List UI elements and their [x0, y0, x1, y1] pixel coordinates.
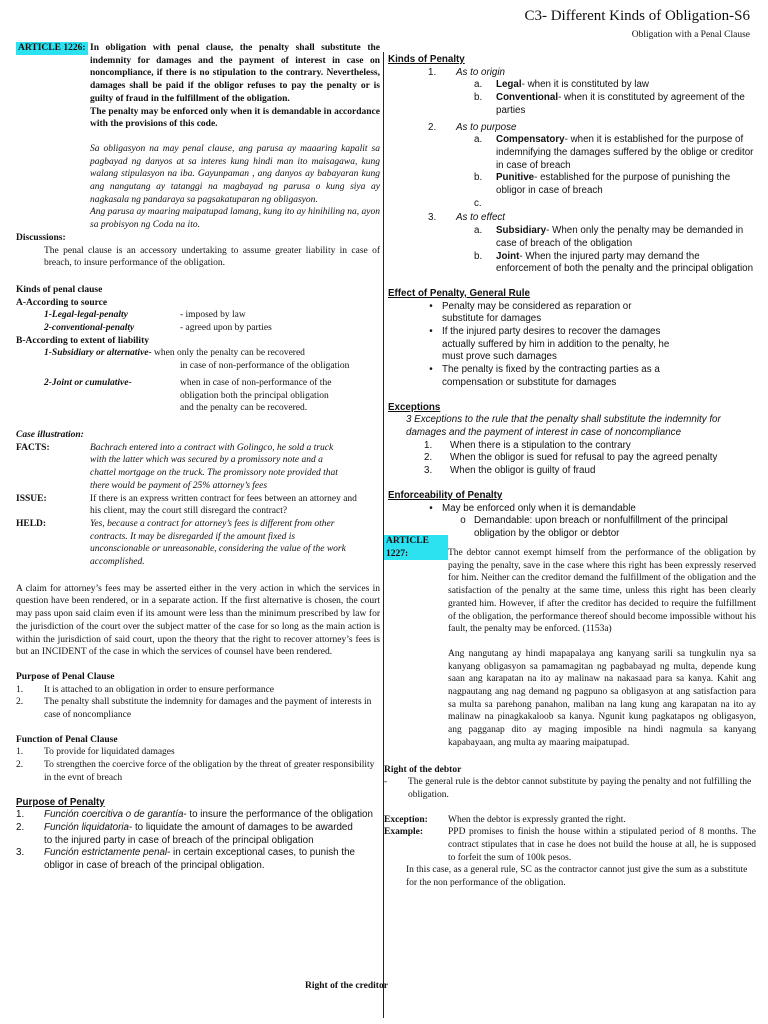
list-letter: a.: [474, 225, 483, 237]
list-number: 1.: [16, 809, 25, 821]
effect-a-term: Subsidiary: [496, 225, 547, 237]
exception-item: [388, 465, 756, 478]
kinds-b2-desc-1: when in case of non-performance of the: [180, 377, 332, 388]
effect-b: [388, 251, 756, 276]
exception-item: [388, 452, 756, 465]
exception-item: [388, 440, 756, 453]
facts-text: Bachrach entered into a contract with Golingco, he sold a truck with the latter which was secured by a promissory note and a chattel mortgage on the truck. The promissory note provided that there would be payment of 25% attorney’s fees: [90, 442, 338, 491]
case-issue: [16, 493, 380, 518]
effect-rule-item: [388, 301, 756, 326]
example-row: [384, 826, 756, 864]
article-1227-text: The debtor cannot exempt himself from the performance of the obligation by paying the penalty, save in the case where this right has been expressly reserved for him. Neither can the creditor demand the fulfillment of the obligation and the satisfaction of the penalty at the same time, unless this right has been clearly granted him. However, if after the creditor has decided to require the fulfillment of the obligation, the performance thereof should become impossible without his fault, the penalty may be enforced. (1153a): [448, 548, 756, 635]
dash-bullet: -: [384, 777, 388, 788]
case-held: [16, 518, 380, 569]
case-facts: [16, 442, 380, 493]
function-item: [16, 759, 380, 784]
kinds-b1-desc-1: when only the penalty can be recovered: [154, 348, 305, 359]
origin-heading: [388, 67, 756, 80]
purpose-item-text: It is attached to an obligation in order to ensure performance: [44, 684, 275, 695]
effect-rule-item: [388, 364, 756, 389]
list-letter: b.: [474, 250, 483, 262]
article-1226-filipino-2: Ang parusa ay maaring maipatupad lamang, kung ito ay hinihiling na, ayon sa probisyon ng Coda na ito.: [90, 207, 381, 231]
exception-text: When the obligor is guilty of fraud: [450, 465, 596, 477]
origin-b: [388, 92, 756, 117]
effect-rule-text: The penalty is fixed by the contracting parties as a compensation or substitute for damages: [442, 364, 660, 388]
kinds-penalty-title: Kinds of Penalty: [388, 54, 465, 65]
effect-b-desc: - When the injured party may demand the enforcement of both the penalty and the principal obligation: [496, 250, 754, 275]
kinds-b2-desc-2: obligation both the principal obligation: [180, 390, 329, 401]
pp3-term: Función estrictamente penal: [44, 847, 168, 859]
example-note: In this case, as a general rule, SC as the contractor cannot just give the sum as a substitute for the non performance of the obligation.: [406, 865, 748, 889]
kinds-a2: [16, 322, 380, 335]
discussions-label: Discussions:: [16, 232, 66, 243]
article-1227-filipino: Ang nangutang ay hindi mapapalaya ang kanyang sarili sa tungkulin nya sa kanyang obligasyon sa pamamagitan ng pagbabayad ng multa, depende kung saan ang karapatan na ito ay malinaw na nakasaad para sa kanya. Kahit ang nagpautang ang nag demand ng pagpuno sa obligasyon at ang satisfaction para sa multa sa parehong panahon, maliban na lang kung ang karapatan na ito ay malinaw na pinagkakaloob sa kanya. Ngunit kung pagkatapos ng obligasyon, ang pagganap dito ay maging imposible na hindi nagmula sa kanyang kapabayaan, ang multa ay maaring maipatupad.: [448, 648, 756, 748]
purpose-heading: [388, 122, 756, 135]
page-title: C3- Different Kinds of Obligation-S6: [524, 8, 750, 24]
exception-desc: When the debtor is expressly granted the right.: [448, 814, 626, 825]
circle-bullet-icon: o: [460, 515, 466, 527]
kinds-b-heading: B-According to extent of liability: [16, 335, 149, 346]
article-1226-filipino-1: Sa obligasyon na may penal clause, ang parusa ay maaaring kapalit sa pagbayad ng danyos at sa interes kung hindi man ito maisagawa, kung walang stipulasyon na iba. Gayunpaman , ang danyos ay babayaran kung ang nangutang ay tatanggi na magbayad ng parusa o kung siya ay nagkasala ng pandaraya sa pagsakatuparan ng obligasyon.: [90, 143, 380, 205]
article-1226-block: [16, 42, 380, 232]
pp1-term: Función coercitiva o de garantía: [44, 809, 184, 821]
purpose-a-desc: - when it is established for the purpose of indemnifying the damages suffered by the oblige or creditor in case of breach: [496, 134, 754, 171]
purpose-penal-clause-title: Purpose of Penal Clause: [16, 671, 115, 682]
origin-title: As to origin: [456, 66, 506, 78]
bullet-icon: •: [429, 364, 433, 376]
enforceability-title: Enforceability of Penalty: [388, 489, 503, 501]
article-1226-text-1: In obligation with penal clause, the penalty shall substitute the indemnity for damages and the payment of interest in case on noncompliance, if there is no stipulation to the contrary. Nevertheless, damages shall be paid if the obligor refuses to pay the penalty or is guilty of fraud in the fulfillment of the obligation.: [90, 43, 380, 104]
purpose-item: [16, 696, 380, 721]
list-number: 3.: [424, 465, 433, 477]
facts-label: FACTS:: [16, 442, 50, 453]
kinds-a2-term: 2-conventional-penalty: [44, 323, 135, 334]
list-number: 3.: [16, 847, 25, 859]
list-number: 1.: [16, 747, 24, 758]
right-column: [388, 54, 756, 541]
debtor-rule-text: The general rule is the debtor cannot substitute by paying the penalty and not fulfilling the obligation.: [408, 777, 752, 800]
kinds-b2: [16, 377, 380, 415]
list-letter: b.: [474, 92, 483, 104]
right-column-lower: [384, 535, 756, 890]
purpose-b-desc: - established for the purpose of punishing the obligor in case of breach: [496, 172, 731, 197]
exception-text: When there is a stipulation to the contrary: [450, 439, 631, 451]
list-number: 2.: [16, 821, 25, 833]
pp3-desc: - in certain exceptional cases, to punish the obligor in case of breach of the principal obligation.: [44, 847, 355, 872]
list-number: 1.: [16, 684, 24, 695]
effect-b-term: Joint: [496, 250, 520, 262]
article-1226-text-2: The penalty may be enforced only when it is demandable in accordance with the provisions of this code.: [90, 106, 380, 130]
kinds-b2-term: 2-Joint or cumulative-: [44, 377, 132, 388]
kinds-a1-term: 1-Legal-legal-penalty: [44, 310, 128, 321]
case-illustration-title: Case illustration:: [16, 429, 84, 440]
enforce-item: [388, 503, 756, 516]
list-number: 3.: [428, 212, 437, 224]
bullet-icon: •: [429, 326, 433, 338]
purpose-penalty-item: [16, 847, 380, 872]
bullet-icon: •: [429, 502, 433, 514]
example-label: Example:: [384, 827, 424, 838]
kinds-b1-desc-2: in case of non-performance of the obligation: [180, 361, 350, 372]
origin-b-term: Conventional: [496, 92, 559, 104]
example-desc: PPD promises to finish the house within a stipulated period of 8 months. The contract stipulates that in case he does not build the house at all, he is supposed to forfeit the sum of 100k pesos.: [448, 827, 756, 863]
function-item-text: To strengthen the coercive force of the obligation by the threat of greater responsibility in the evnt of breach: [44, 760, 375, 783]
list-number: 2.: [16, 760, 24, 771]
list-number: 2.: [428, 121, 437, 133]
purpose-item-text: The penalty shall substitute the indemnity for damages and the payment of interests in case of noncompliance: [44, 697, 372, 721]
list-number: 1.: [428, 66, 437, 78]
purpose-b: [388, 172, 756, 197]
kinds-penal-clause-title: Kinds of penal clause: [16, 284, 103, 295]
effect-a: [388, 225, 756, 250]
list-letter: b.: [474, 172, 483, 184]
issue-label: ISSUE:: [16, 493, 47, 504]
effect-rule-title: Effect of Penalty, General Rule: [388, 287, 530, 299]
discussions-text: The penal clause is an accessory undertaking to assume greater liability in case of breach, to insure performance of the obligation.: [44, 245, 380, 269]
list-number: 2.: [424, 452, 433, 464]
article-1227-block: [384, 535, 756, 750]
purpose-a-term: Compensatory: [496, 134, 565, 146]
pp2-term: Función liquidatoria: [44, 821, 129, 833]
origin-a-term: Legal: [496, 79, 522, 91]
exception-text: When the obligor is sued for refusal to pay the agreed penalty: [450, 452, 718, 464]
article-1227-label: ARTICLE 1227:: [384, 535, 448, 560]
kinds-a2-desc: - agreed upon by parties: [180, 323, 272, 334]
list-letter: c.: [474, 197, 482, 209]
exceptions-title: Exceptions: [388, 401, 441, 413]
list-number: 1.: [424, 439, 433, 451]
origin-a: [388, 79, 756, 92]
purpose-b-term: Punitive: [496, 172, 535, 184]
kinds-b2-desc-3: and the penalty can be recovered.: [180, 403, 308, 414]
list-letter: a.: [474, 79, 483, 91]
function-item: [16, 746, 380, 759]
exception-row: [384, 814, 756, 827]
page-subtitle: Obligation with a Penal Clause: [631, 30, 750, 40]
effect-heading: [388, 212, 756, 225]
list-number: 2.: [16, 697, 24, 708]
kinds-a1: [16, 309, 380, 322]
effect-rule-text: Penalty may be considered as reparation or substitute for damages: [442, 300, 632, 325]
kinds-a1-desc: - imposed by law: [180, 310, 246, 321]
purpose-penalty-item: [16, 809, 380, 822]
purpose-penalty-item: [16, 822, 380, 847]
held-label: HELD:: [16, 518, 47, 529]
pp1-desc: - to insure the performance of the obligation: [183, 809, 373, 821]
exceptions-intro: 3 Exceptions to the rule that the penalty shall substitute the indemnity for damages and the payment of interest in case of noncompliance: [406, 414, 721, 438]
purpose-penalty-title: Purpose of Penalty: [16, 796, 105, 808]
kinds-a-heading: A-According to source: [16, 297, 108, 308]
effect-a-desc: - When only the penalty may be demanded in case of breach of the obligation: [496, 225, 744, 249]
effect-title: As to effect: [456, 212, 506, 224]
origin-b-desc: - when it is constituted by agreement of the parties: [496, 92, 745, 116]
function-item-text: To provide for liquidated damages: [44, 747, 175, 758]
list-letter: a.: [474, 134, 483, 146]
effect-rule-text: If the injured party desires to recover the damages actually suffered by him in addition to the penalty, he must prove such damages: [442, 326, 670, 363]
effect-rule-item: [388, 326, 756, 364]
issue-text: If there is an express written contract for fees between an attorney and his client, may the court still disregard the contract?: [90, 493, 357, 517]
left-column: [16, 42, 380, 873]
exception-label: Exception:: [384, 814, 428, 825]
article-1226-label: ARTICLE 1226:: [18, 43, 86, 53]
bullet-icon: •: [429, 300, 433, 312]
right-of-creditor-heading: Right of the creditor: [305, 981, 388, 991]
debtor-rule: [384, 776, 756, 801]
attorney-fees-paragraph: A claim for attorney’s fees may be asserted either in the very action in which the services in question have been rendered, or in a separate action. If the first alternative is chosen, the court may pass upon said claim even if its amount were less than the minimum prescribed by law for the jurisdiction of the court over the subject matter of the case for so long as the main action is within the jurisdiction of said court, upon the theory that the right to recover attorney’s fees is but an INCIDENT of the case in which the services of counsel have been rendered.: [16, 583, 380, 658]
pp2-desc: - to liquidate the amount of damages to be awarded to the injured party in case of breach of the principal obligation: [44, 821, 353, 846]
held-text: Yes, because a contract for attorney’s fees is different from other contracts. It may be disregarded if the amount fixed is unconscionable or unreasonable, considering the value of the work accomplished.: [90, 518, 346, 568]
origin-a-desc: - when it is constituted by law: [521, 79, 650, 91]
purpose-item: [16, 684, 380, 697]
function-penal-clause-title: Function of Penal Clause: [16, 734, 118, 745]
kinds-b1-term: 1-Subsidiary or alternative-: [44, 348, 152, 359]
enforce-text: May be enforced only when it is demandable: [442, 502, 636, 514]
enforce-sub-text: Demandable: upon breach or nonfulfillment of the principal obligation by the obligor or debtor: [474, 515, 728, 539]
purpose-a: [388, 134, 756, 172]
kinds-b1: [16, 347, 380, 372]
purpose-title: As to purpose: [456, 121, 517, 133]
right-of-debtor-title: Right of the debtor: [384, 764, 462, 775]
purpose-c: [388, 198, 756, 211]
